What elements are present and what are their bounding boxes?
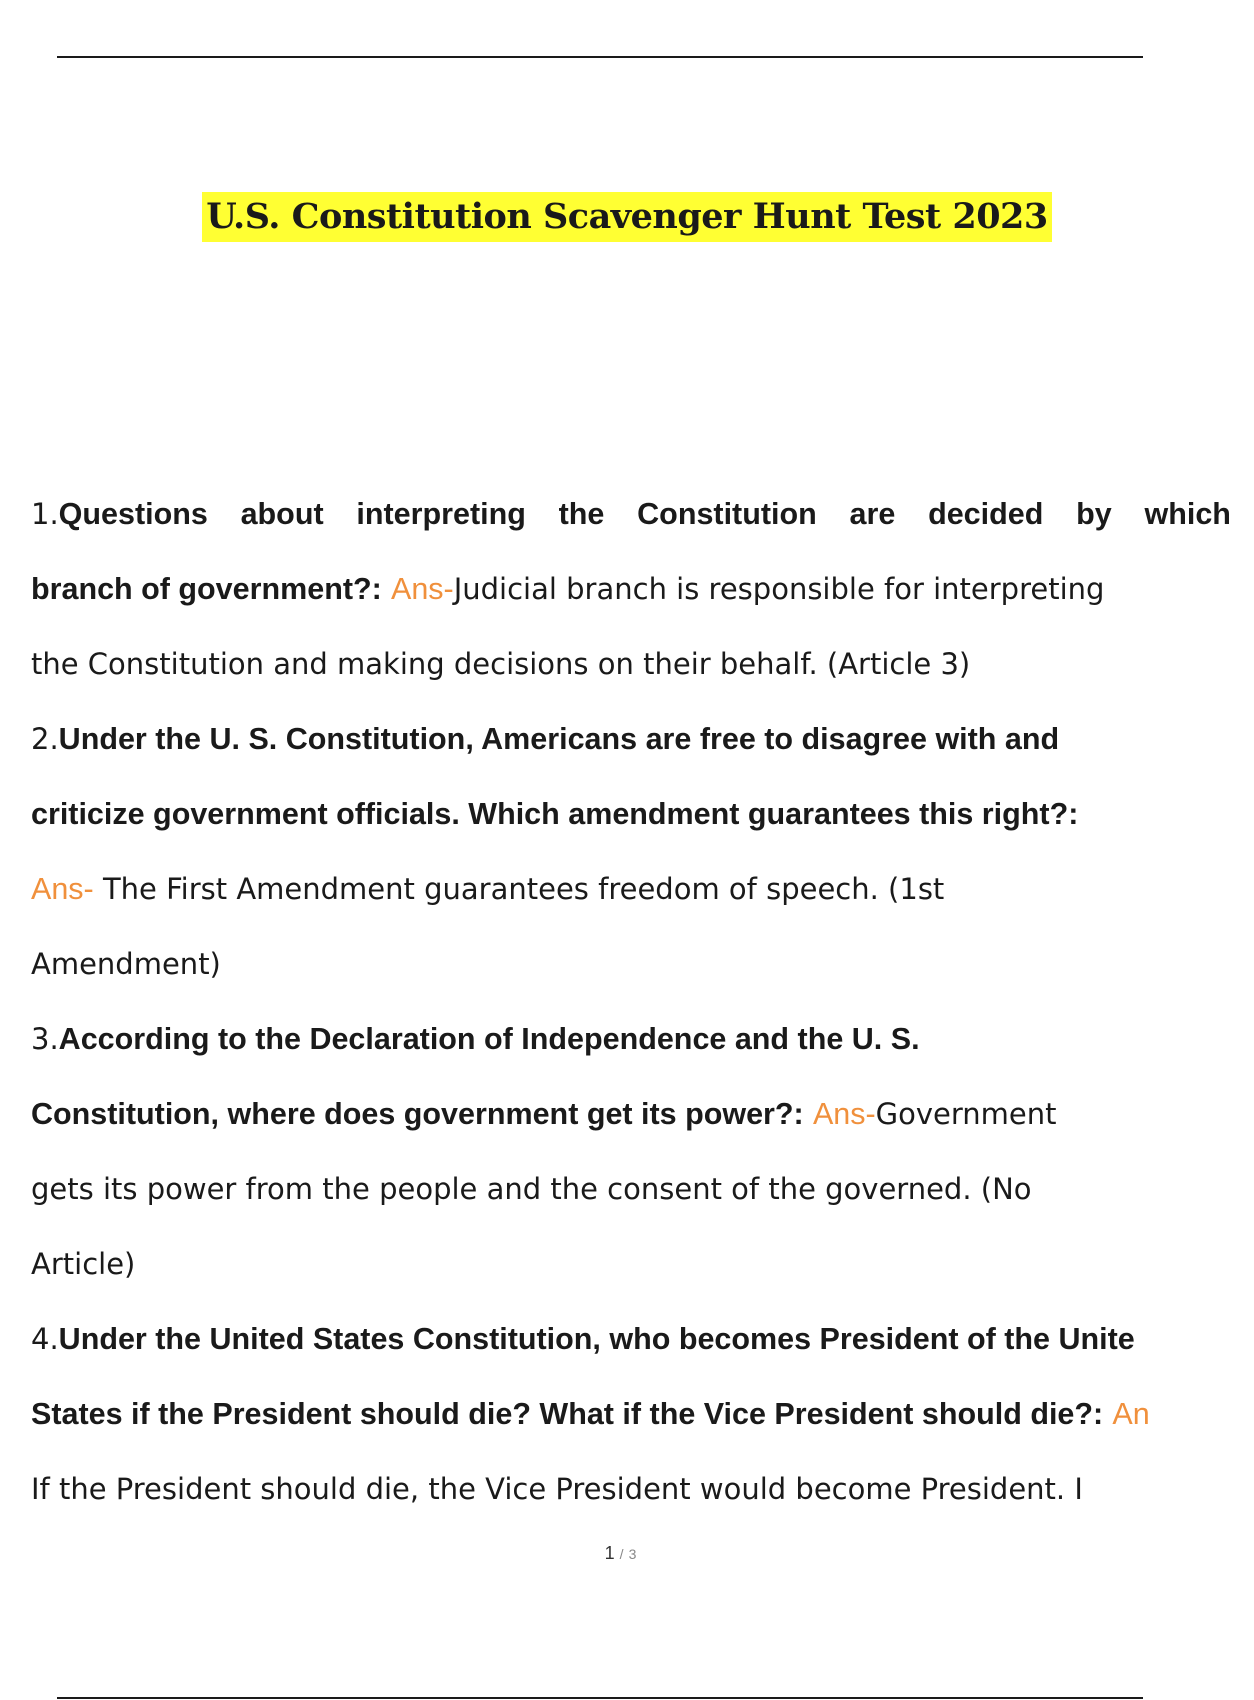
q2-number: 2. <box>31 722 59 756</box>
q1-answer: Judicial branch is responsible for interpreting <box>453 572 1105 606</box>
q1-word: by <box>1076 497 1112 531</box>
q2-line-1 <box>31 702 1200 777</box>
q2-answer: The First Amendment guarantees freedom of speech. (1st <box>102 872 945 906</box>
q3-answer-cont: gets its power from the people and the consent of the governed. (No <box>31 1172 1032 1206</box>
document-title: U.S. Constitution Scavenger Hunt Test 2023 <box>202 192 1052 242</box>
page-current: 1 <box>604 1543 615 1563</box>
q4-ans-label: An <box>1112 1397 1150 1431</box>
q1-word: 1.Questions <box>31 497 208 531</box>
q3-line-2 <box>31 1077 1200 1152</box>
q2-ans-label: Ans- <box>31 872 94 906</box>
q3-line-1 <box>31 1002 1200 1077</box>
q4-line-1 <box>31 1302 1200 1377</box>
q1-word: are <box>849 497 896 531</box>
q2-line-4 <box>31 927 1200 1002</box>
top-rule <box>57 56 1143 58</box>
question-list <box>31 477 1231 1527</box>
q1-question-justified <box>31 477 1231 552</box>
q3-number: 3. <box>31 1022 59 1056</box>
q2-line-2 <box>31 777 1200 852</box>
q3-answer: Government <box>875 1097 1057 1131</box>
q4-question-cont: States if the President should die? What if the Vice President should die?: <box>31 1397 1104 1431</box>
q1-word: about <box>240 497 324 531</box>
q3-line-3 <box>31 1152 1200 1227</box>
q1-answer-cont: the Constitution and making decisions on their behalf. (Article 3) <box>31 647 971 681</box>
q4-line-3 <box>31 1452 1200 1527</box>
q3-question-cont: Constitution, where does government get its power?: <box>31 1097 804 1131</box>
q3-answer-end: Article) <box>31 1247 136 1281</box>
q2-line-3 <box>31 852 1200 927</box>
q2-answer-cont: Amendment) <box>31 947 221 981</box>
q4-question: Under the United States Constitution, who becomes President of the Unite <box>58 1322 1135 1356</box>
q2-question: Under the U. S. Constitution, Americans are free to disagree with and <box>58 722 1060 756</box>
page-total: 3 <box>628 1546 637 1562</box>
q1-question-cont: branch of government?: <box>31 572 382 606</box>
bottom-rule <box>57 1697 1143 1699</box>
title-block <box>0 192 1254 242</box>
q3-ans-label: Ans- <box>812 1097 876 1131</box>
q1-line-2 <box>31 552 1200 627</box>
q1-ans-label: Ans- <box>390 572 454 606</box>
q1-word: decided <box>928 497 1044 531</box>
q4-number: 4. <box>31 1322 59 1356</box>
q1-word: Constitution <box>637 497 817 531</box>
page-number <box>0 1543 1241 1564</box>
q1-number: 1. <box>31 497 59 531</box>
q1-line-1 <box>31 477 1231 552</box>
q3-question: According to the Declaration of Independence and the U. S. <box>58 1022 920 1056</box>
q2-question-cont: criticize government officials. Which amendment guarantees this right?: <box>31 797 1079 831</box>
q4-answer: If the President should die, the Vice President would become President. I <box>31 1472 1083 1506</box>
q1-word: the <box>558 497 605 531</box>
q3-line-4 <box>31 1227 1200 1302</box>
q4-line-2 <box>31 1377 1200 1452</box>
q1-word: interpreting <box>356 497 526 531</box>
q1-line-3 <box>31 627 1200 702</box>
q1-word: which <box>1144 497 1231 531</box>
page-separator: / <box>619 1546 624 1562</box>
